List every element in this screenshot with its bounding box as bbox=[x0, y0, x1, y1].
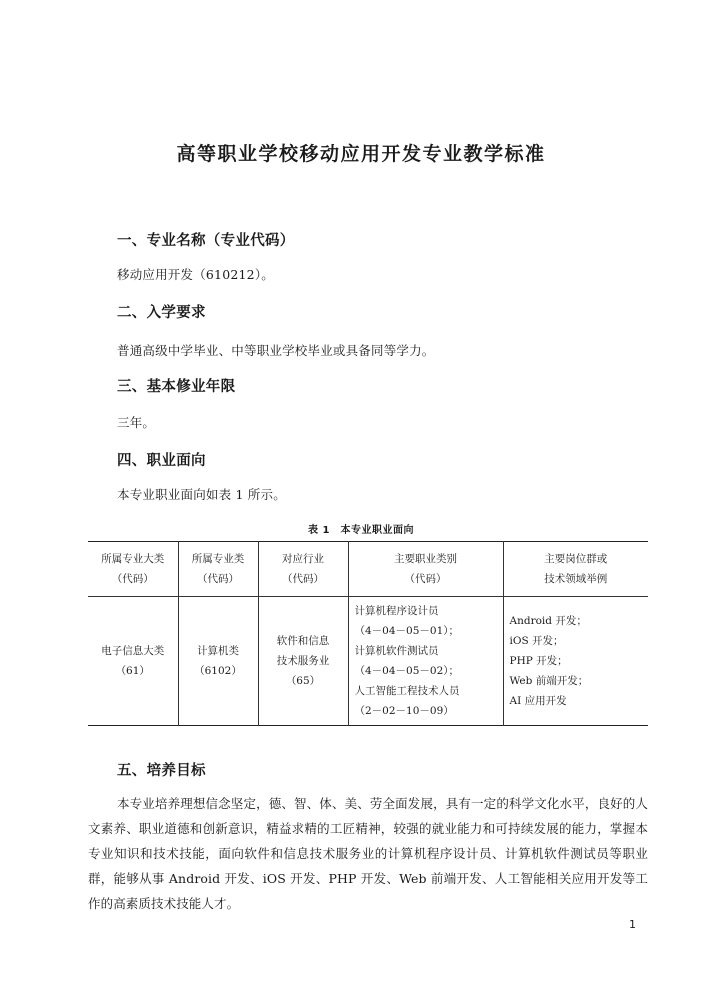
header-cell-category bbox=[88, 542, 178, 597]
table-caption: 表 1 本专业职业面向 bbox=[308, 525, 414, 536]
cell-industry bbox=[258, 597, 348, 726]
section-heading-4: 四、职业面向 bbox=[117, 453, 206, 469]
list-item: Web 前端开发； bbox=[509, 675, 589, 687]
header-label: 主要岗位群或 bbox=[544, 553, 608, 565]
cell-class bbox=[178, 597, 258, 726]
section-heading-1: 一、专业名称（专业代码） bbox=[117, 233, 295, 249]
cell-text: 软件和信息 bbox=[276, 635, 330, 647]
list-item: iOS 开发； bbox=[509, 635, 564, 647]
section-heading-2: 二、入学要求 bbox=[117, 305, 206, 321]
cell-occupations bbox=[348, 597, 503, 726]
header-label: 对应行业 bbox=[282, 553, 324, 565]
header-label: 所属专业大类 bbox=[101, 553, 165, 565]
list-item: 计算机程序设计员 bbox=[354, 605, 439, 617]
list-item: 人工智能工程技术人员 bbox=[354, 685, 460, 697]
list-item: （4－04－05－02）； bbox=[354, 665, 460, 677]
list-item: AI 应用开发 bbox=[509, 695, 567, 707]
section-heading-3: 三、基本修业年限 bbox=[117, 379, 236, 395]
list-item: Android 开发； bbox=[509, 615, 587, 627]
header-cell-occupations bbox=[348, 542, 503, 597]
cell-category bbox=[88, 597, 178, 726]
section-text-4: 本专业职业面向如表 1 所示。 bbox=[117, 487, 286, 502]
cell-text: 电子信息大类 bbox=[101, 645, 165, 657]
header-label-2: 技术领域举例 bbox=[544, 573, 608, 585]
list-item: PHP 开发； bbox=[509, 655, 568, 667]
section-text-1: 移动应用开发（610212）。 bbox=[117, 267, 274, 282]
table-header-row bbox=[88, 542, 648, 597]
header-code: （代码） bbox=[197, 573, 239, 585]
cell-text: （65） bbox=[285, 675, 321, 687]
section-heading-5: 五、培养目标 bbox=[117, 763, 206, 779]
header-code: （代码） bbox=[282, 573, 324, 585]
page-number: 1 bbox=[629, 918, 636, 931]
list-item: 计算机软件测试员 bbox=[354, 645, 439, 657]
header-cell-positions bbox=[503, 542, 648, 597]
section-text-2: 普通高级中学毕业、中等职业学校毕业或具备同等学力。 bbox=[117, 343, 435, 358]
header-code: （代码） bbox=[111, 573, 154, 585]
header-code: （代码） bbox=[404, 573, 447, 585]
cell-text: 技术服务业 bbox=[276, 655, 330, 667]
cell-positions bbox=[503, 597, 648, 726]
section-text-3: 三年。 bbox=[117, 415, 156, 430]
page-title: 高等职业学校移动应用开发专业教学标准 bbox=[176, 143, 546, 165]
table-row bbox=[88, 597, 648, 726]
header-cell-class bbox=[178, 542, 258, 597]
cell-text: 计算机类 bbox=[197, 645, 239, 657]
header-label: 所属专业类 bbox=[191, 553, 245, 565]
occupation-table bbox=[88, 541, 648, 726]
list-item: （2－02－10－09） bbox=[354, 705, 454, 717]
cell-text: （6102） bbox=[194, 665, 242, 677]
header-cell-industry bbox=[258, 542, 348, 597]
cell-text: （61） bbox=[115, 665, 150, 677]
header-label: 主要职业类别 bbox=[394, 553, 457, 565]
list-item: （4－04－05－01）； bbox=[354, 625, 460, 637]
section-text-5: 本专业培养理想信念坚定，德、智、体、美、劳全面发展，具有一定的科学文化水平，良好的人文素养、职业道德和创新意识，精益求精的工匠精神，较强的就业能力和可持续发展的能力，掌握本专业知识和技术技能，面向软件和信息技术服务业的计算机程序设计员、计算机软件测试员等职业群，能够从事 Android 开发、iOS 开发、PHP 开发、Web 前端开发、人工智能相关应用开发等工作的高素质技术技能人才。 bbox=[88, 796, 648, 911]
